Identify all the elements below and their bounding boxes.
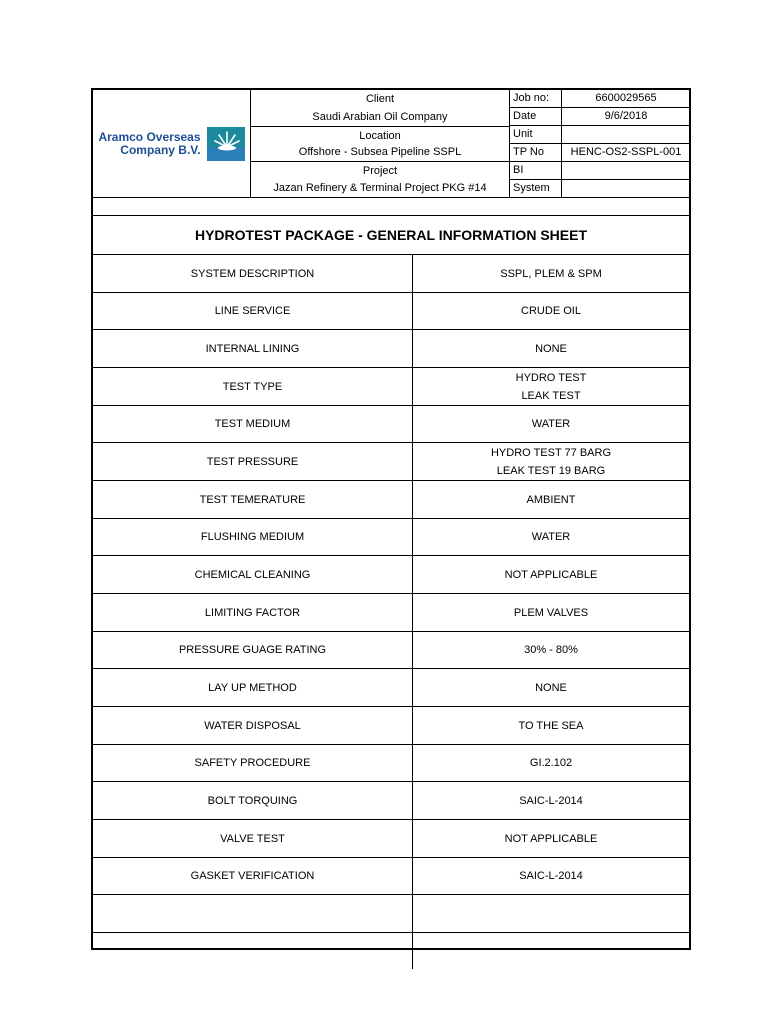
job-no-row: Job no: 6600029565: [510, 90, 689, 108]
row-value-line-1: NONE: [535, 681, 567, 694]
bi-row: BI: [510, 162, 689, 180]
project-label: Project: [362, 165, 398, 177]
table-row: [93, 632, 689, 669]
row-value: [413, 594, 689, 631]
row-label: WATER DISPOSAL: [93, 707, 413, 744]
row-value-line-1: SSPL, PLEM & SPM: [500, 267, 602, 280]
row-value: [413, 406, 689, 442]
row-value: [413, 782, 689, 819]
row-value: [413, 481, 689, 518]
row-label: GASKET VERIFICATION: [93, 858, 413, 894]
row-value: [413, 368, 689, 405]
row-value: [413, 443, 689, 480]
row-label: TEST MEDIUM: [93, 406, 413, 442]
table-row: [93, 556, 689, 594]
row-label: LINE SERVICE: [93, 293, 413, 329]
row-value-line-1: 30% - 80%: [524, 644, 578, 656]
job-fields: [510, 90, 689, 197]
row-value-line-1: NOT APPLICABLE: [504, 568, 598, 581]
project-info: [251, 90, 510, 197]
row-value: [413, 895, 689, 932]
row-value: [413, 707, 689, 744]
row-label: FLUSHING MEDIUM: [93, 519, 413, 555]
information-sheet: [91, 88, 691, 950]
date-row: Date 9/6/2018: [510, 108, 689, 126]
table-row: [93, 707, 689, 745]
table-row: [93, 782, 689, 820]
row-label: TEST TYPE: [93, 368, 413, 405]
table-row: [93, 669, 689, 707]
client-label: Client: [365, 93, 395, 105]
table-row: [93, 443, 689, 481]
row-value-line-1: PLEM VALVES: [513, 606, 589, 619]
row-label: SAFETY PROCEDURE: [93, 745, 413, 781]
row-value-line-1: AMBIENT: [526, 493, 576, 506]
location-label: Location: [359, 130, 401, 142]
aramco-emblem-icon: [207, 127, 245, 161]
table-row: [93, 255, 689, 293]
row-value-line-1: NOT APPLICABLE: [504, 832, 598, 845]
row-value-line-1: WATER: [531, 531, 571, 543]
row-value: [413, 933, 689, 969]
project-value: Jazan Refinery & Terminal Project PKG #14: [273, 182, 487, 194]
row-value-line-2: LEAK TEST: [521, 389, 581, 402]
sheet-header: [93, 90, 689, 198]
system-row: System: [510, 180, 689, 197]
spacer-row: [93, 198, 689, 216]
table-row: [93, 933, 689, 969]
table-row: [93, 745, 689, 782]
row-value: [413, 255, 689, 292]
row-value-line-1: HYDRO TEST 77 BARG: [490, 446, 612, 459]
row-value: [413, 669, 689, 706]
row-value-line-2: LEAK TEST 19 BARG: [496, 464, 606, 477]
row-value-line-1: NONE: [535, 342, 567, 355]
row-label: PRESSURE GUAGE RATING: [93, 632, 413, 668]
table-row: [93, 895, 689, 933]
sheet-title: HYDROTEST PACKAGE - GENERAL INFORMATION SHEET: [93, 216, 689, 255]
row-label: [93, 933, 413, 969]
row-value: [413, 519, 689, 555]
row-label: LAY UP METHOD: [93, 669, 413, 706]
logo-line-2: Company B.V.: [120, 142, 201, 157]
row-value: [413, 745, 689, 781]
row-label: VALVE TEST: [93, 820, 413, 857]
table-row: [93, 406, 689, 443]
unit-row: Unit: [510, 126, 689, 144]
row-label: TEST PRESSURE: [93, 443, 413, 480]
row-value: [413, 858, 689, 894]
table-row: [93, 481, 689, 519]
table-row: [93, 330, 689, 368]
table-row: [93, 594, 689, 632]
row-label: CHEMICAL CLEANING: [93, 556, 413, 593]
row-label: INTERNAL LINING: [93, 330, 413, 367]
table-row: [93, 368, 689, 406]
row-value: [413, 556, 689, 593]
row-label: [93, 895, 413, 932]
row-value: [413, 293, 689, 329]
table-row: [93, 820, 689, 858]
row-value-line-1: CRUDE OIL: [521, 305, 581, 317]
company-logo: [93, 90, 251, 197]
location-value: Offshore - Subsea Pipeline SSPL: [251, 143, 509, 162]
row-value-line-1: HYDRO TEST: [515, 371, 587, 384]
row-value: [413, 632, 689, 668]
table-row: [93, 858, 689, 895]
logo-line-1: Aramco Overseas: [98, 129, 201, 144]
row-label: BOLT TORQUING: [93, 782, 413, 819]
row-value-line-1: GI.2.102: [529, 757, 573, 769]
row-value-line-1: TO THE SEA: [518, 719, 584, 732]
row-label: SYSTEM DESCRIPTION: [93, 255, 413, 292]
row-value: [413, 820, 689, 857]
row-value-line-1: SAIC-L-2014: [519, 870, 583, 882]
row-value-line-1: WATER: [531, 418, 571, 430]
client-value: Saudi Arabian Oil Company: [251, 108, 509, 127]
row-value: [413, 330, 689, 367]
row-label: TEST TEMERATURE: [93, 481, 413, 518]
table-row: [93, 519, 689, 556]
row-value-line-1: SAIC-L-2014: [519, 794, 583, 807]
table-row: [93, 293, 689, 330]
tp-no-row: TP No HENC-OS2-SSPL-001: [510, 144, 689, 162]
row-label: LIMITING FACTOR: [93, 594, 413, 631]
